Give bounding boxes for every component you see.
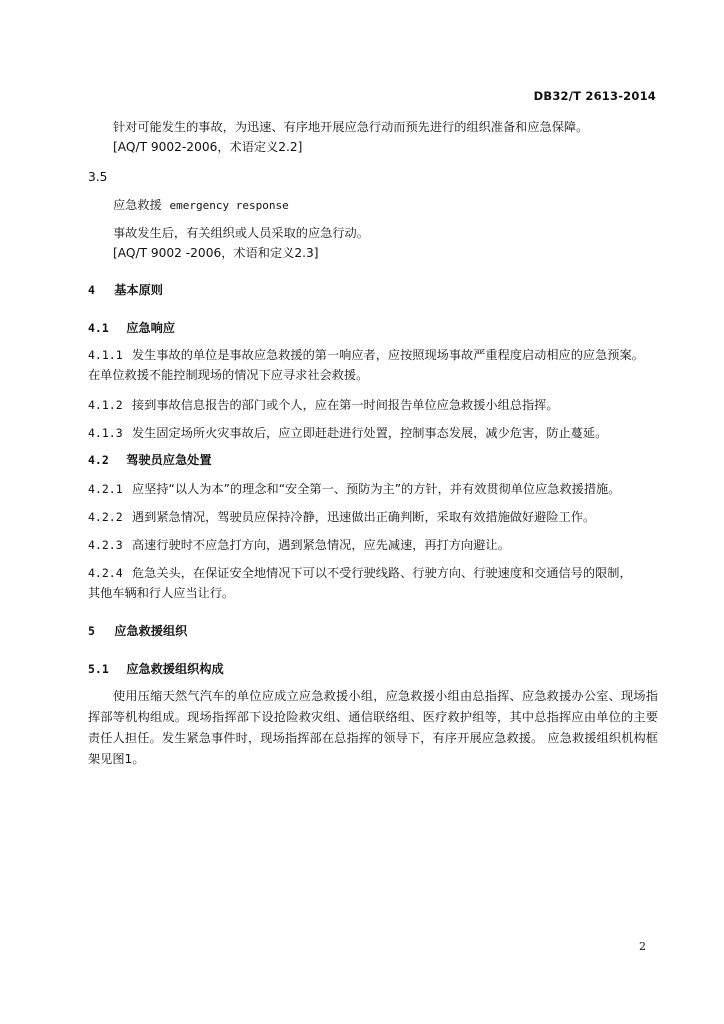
clause-text: 其他车辆和行人应当让行。 [88, 586, 235, 600]
clause-number: 4.2.1 [88, 482, 123, 496]
clause-number: 4.2.4 [88, 566, 123, 580]
clause-text: 遇到紧急情况，驾驶员应保持冷静，迅速做出正确判断，采取有效措施做好避险工作。 [132, 510, 596, 524]
section-heading [88, 281, 163, 298]
clause-line [88, 507, 595, 527]
term-chinese: 应急救援 [113, 198, 162, 212]
clause-text: 危急关头，在保证安全地情况下可以不受行驶线路、行驶方向、行驶速度和交通信号的限制， [132, 566, 632, 580]
section-number: 4 [88, 283, 95, 297]
clause-number: 4.2.3 [88, 538, 123, 552]
definition-text: 针对可能发生的事故，为迅速、有序地开展应急行动而预先进行的组织准备和应急保障。 [113, 120, 589, 134]
subsection-heading [88, 319, 175, 336]
clause-line [88, 535, 510, 555]
clause-line [88, 345, 644, 365]
clause-text: 发生固定场所火灾事故后，应立即赶赴进行处置，控制事态发展，减少危害，防止蔓延。 [132, 426, 608, 440]
subsection-heading [88, 660, 224, 677]
clause-text: 接到事故信息报告的部门或个人，应在第一时间报告单位应急救援小组总指挥。 [132, 398, 559, 412]
subsection-number: 4.1 [88, 321, 109, 335]
clause-number: 4.1.3 [88, 426, 123, 440]
body-paragraph: 使用压缩天然气汽车的单位应成立应急救援小组，应急救援小组由总指挥、应急救援办公室、现场指挥部等机构组成。现场指挥部下设抢险救灾组、通信联络组、医疗救护组等，其中总指挥应由单位的主要责任人担任。发生紧急事件时，现场指挥部在总指挥的领导下，有序开展应急救援。 应急救援组织机构框架见图1。 [88, 689, 658, 766]
subsection-title: 应急救援组织构成 [126, 662, 224, 676]
subsection-heading [88, 451, 212, 468]
section-number: 5 [88, 624, 95, 638]
subsection-number: 5.1 [88, 662, 109, 676]
clause-number: 4.1.1 [88, 348, 123, 362]
page-number: 2 [639, 940, 646, 953]
section-title: 基本原则 [114, 283, 163, 297]
clause-number: 3.5 [88, 170, 108, 184]
section-title: 应急救援组织 [114, 624, 188, 638]
clause-line [88, 479, 620, 499]
term-english: emergency response [169, 199, 289, 212]
section-heading [88, 622, 187, 639]
clause-number: 4.1.2 [88, 398, 123, 412]
clause-line [88, 395, 559, 415]
clause-number: 4.2.2 [88, 510, 123, 524]
clause-text: 高速行驶时不应急打方向，遇到紧急情况，应先减速，再打方向避让。 [132, 538, 510, 552]
clause-text: 在单位救援不能控制现场的情况下应寻求社会救援。 [88, 368, 369, 382]
clause-text: 应坚持“以人为本”的理念和“安全第一、预防为主”的方针，并有效贯彻单位应急救援措施。 [132, 482, 621, 496]
clause-line [88, 423, 607, 443]
definition-reference: [AQ/T 9002-2006，术语定义2.2] [113, 140, 303, 154]
clause-text: 发生事故的单位是事故应急救援的第一响应者，应按照现场事故严重程度启动相应的应急预案。 [132, 348, 644, 362]
subsection-title: 应急响应 [126, 321, 175, 335]
subsection-title: 驾驶员应急处置 [126, 453, 212, 467]
document-code: DB32/T 2613-2014 [533, 89, 656, 103]
definition-reference: [AQ/T 9002 -2006，术语和定义2.3] [113, 246, 319, 260]
subsection-number: 4.2 [88, 453, 109, 467]
term-heading [113, 195, 289, 216]
definition-text: 事故发生后，有关组织或人员采取的应急行动。 [113, 226, 369, 240]
clause-line [88, 563, 632, 583]
